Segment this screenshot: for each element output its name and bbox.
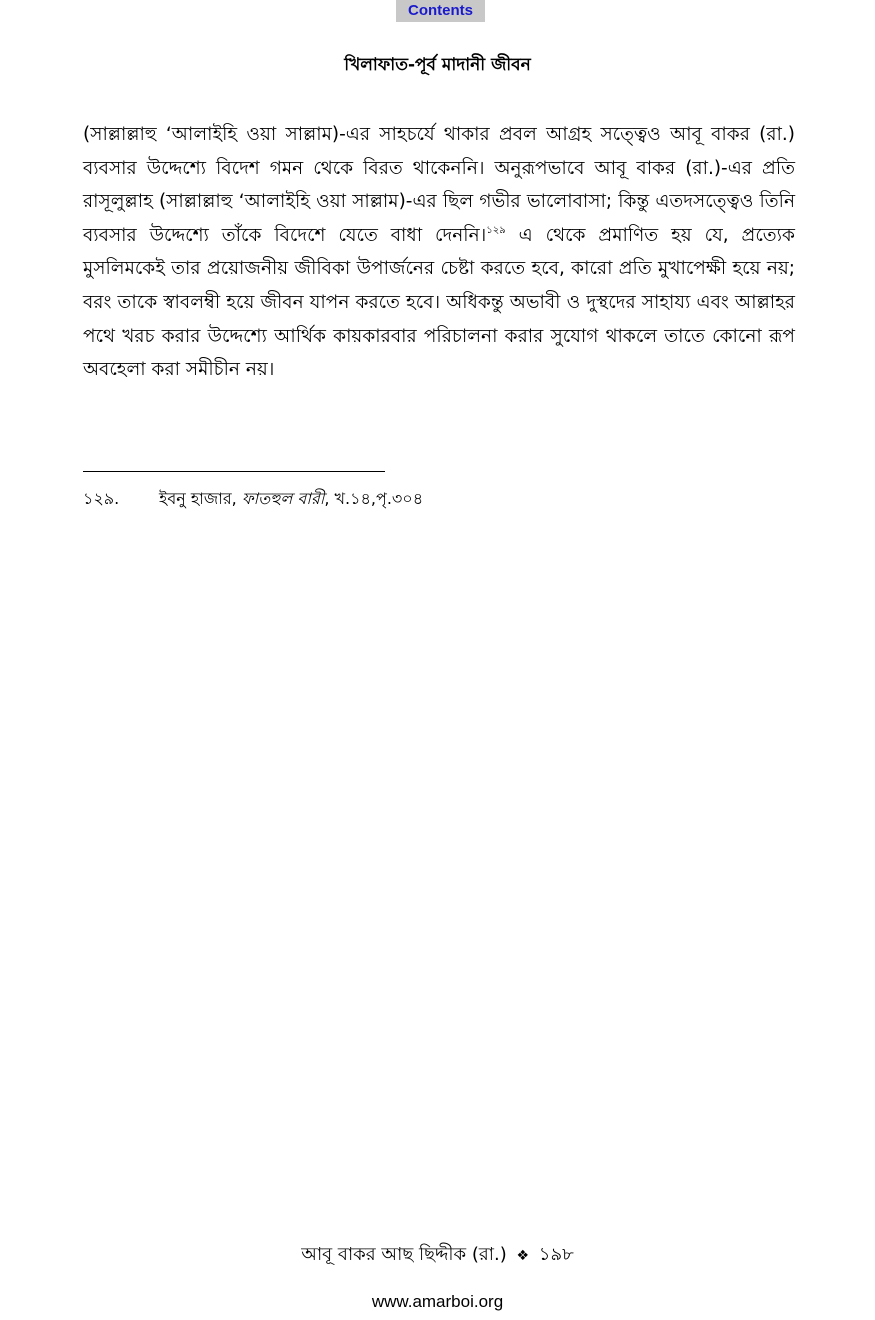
footer-book-title: আবূ বাকর আছ ছিদ্দীক (রা.) (301, 1244, 507, 1265)
main-paragraph (83, 118, 795, 387)
footnote-author: ইবনু হাজার, (159, 489, 242, 508)
ornament-icon: ❖ (516, 1248, 530, 1264)
footnote-separator-rule (83, 471, 385, 472)
footnote-reference-detail: , খ.১৪,পৃ.৩০৪ (324, 489, 424, 508)
paragraph-text-part-2: এ থেকে প্রমাণিত হয় যে, প্রত্যেক মুসলিমকেই তার প্রয়োজনীয় জীবিকা উপার্জনের চেষ্টা করতে হবে, কারো প্রতি মুখাপেক্ষী হয়ে নয়; বরং তাকে স্বাবলম্বী হয়ে জীবন যাপন করতে হবে। অধিকন্তু অভাবী ও দুস্থদের সাহায্য এবং আল্লাহর পথে খরচ করার উদ্দেশ্যে আর্থিক কায়কারবার পরিচালনা করার সুযোগ থাকলে তাতে কোনো রূপ অবহেলা করা সমীচীন নয়। (83, 224, 795, 381)
site-url[interactable]: www.amarboi.org (371, 1292, 504, 1311)
paragraph-text-part-1: (সাল্লাল্লাহু ‘আলাইহি ওয়া সাল্লাম)-এর সাহচর্যে থাকার প্রবল আগ্রহ সত্ত্বেও আবূ বাকর (রা.) ব্যবসার উদ্দেশ্যে বিদেশ গমন থেকে বিরত থাকেননি। অনুরূপভাবে আবূ বাকর (রা.)-এর প্রতি রাসূলুল্লাহ (সাল্লাল্লাহু ‘আলাইহি ওয়া সাল্লাম)-এর ছিল গভীর ভালোবাসা; কিন্তু এতদসত্ত্বেও তিনি ব্যবসার উদ্দেশ্যে তাঁকে বিদেশে যেতে বাধা দেননি। (83, 124, 795, 246)
footnote-reference-129[interactable]: ১২৯ (486, 224, 506, 236)
page-number: ১৯৮ (538, 1244, 574, 1265)
footnote-book-title: ফাতহুল বারী (241, 489, 325, 508)
footnote-129 (83, 486, 783, 512)
footnote-number: ১২৯. (83, 489, 120, 508)
page-footer (0, 1241, 875, 1270)
contents-button[interactable]: Contents (396, 0, 485, 22)
running-header-title: খিলাফাত-পূর্ব মাদানী জীবন (344, 55, 531, 75)
